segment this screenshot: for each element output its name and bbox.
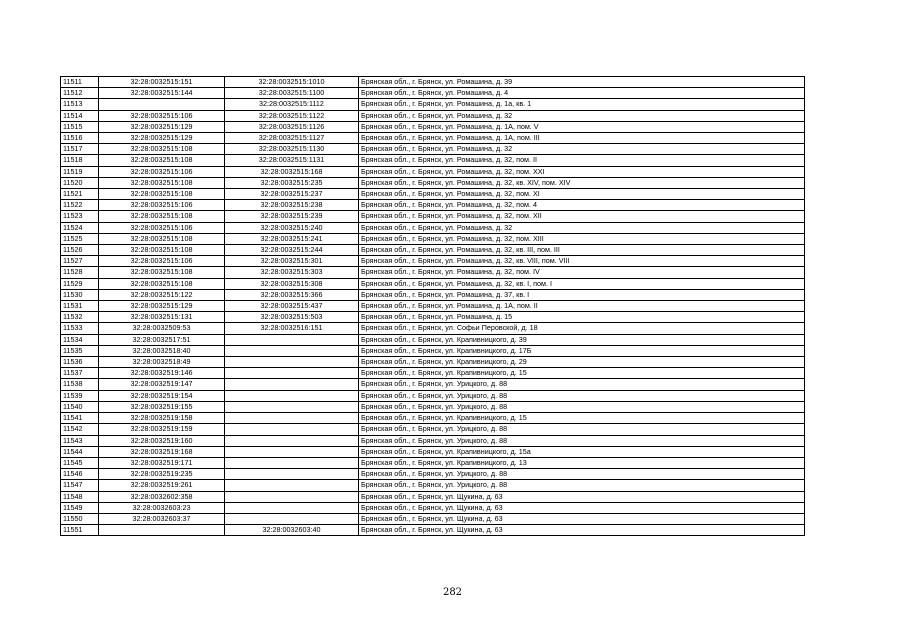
table-row (61, 368, 805, 379)
table-row (61, 166, 805, 177)
object-number-cell (225, 513, 359, 524)
table-row (61, 323, 805, 334)
address-cell: Брянская обл., г. Брянск, ул. Софьи Перовской, д. 18 (359, 323, 805, 334)
table-row (61, 155, 805, 166)
row-number-cell: 11530 (61, 289, 99, 300)
parcel-number-cell: 32:28:0032515:151 (99, 77, 225, 88)
table-row (61, 301, 805, 312)
row-number-cell: 11514 (61, 110, 99, 121)
address-cell: Брянская обл., г. Брянск, ул. Ромашина, д. 32, кв. III, пом. III (359, 245, 805, 256)
address-cell: Брянская обл., г. Брянск, ул. Крапивницкого, д. 15а (359, 446, 805, 457)
object-number-cell: 32:28:0032515:437 (225, 301, 359, 312)
address-cell: Брянская обл., г. Брянск, ул. Ромашина, д. 32, пом. XIII (359, 233, 805, 244)
row-number-cell: 11528 (61, 267, 99, 278)
address-cell: Брянская обл., г. Брянск, ул. Ромашина, д. 32 (359, 110, 805, 121)
page-number: 282 (442, 587, 463, 598)
table-row (61, 446, 805, 457)
address-cell: Брянская обл., г. Брянск, ул. Ромашина, д. 37, кв. I (359, 289, 805, 300)
address-cell: Брянская обл., г. Брянск, ул. Крапивницкого, д. 13 (359, 457, 805, 468)
object-number-cell: 32:28:0032515:503 (225, 312, 359, 323)
parcel-number-cell: 32:28:0032602:358 (99, 491, 225, 502)
row-number-cell: 11532 (61, 312, 99, 323)
row-number-cell: 11517 (61, 144, 99, 155)
parcel-number-cell: 32:28:0032515:108 (99, 267, 225, 278)
address-cell: Брянская обл., г. Брянск, ул. Крапивницкого, д. 17Б (359, 345, 805, 356)
parcel-number-cell: 32:28:0032515:106 (99, 166, 225, 177)
table-row (61, 513, 805, 524)
address-cell: Брянская обл., г. Брянск, ул. Щукина, д. 63 (359, 502, 805, 513)
table-row (61, 144, 805, 155)
object-number-cell: 32:28:0032516:151 (225, 323, 359, 334)
parcel-number-cell: 32:28:0032519:146 (99, 368, 225, 379)
object-number-cell: 32:28:0032515:244 (225, 245, 359, 256)
object-number-cell (225, 334, 359, 345)
parcel-number-cell: 32:28:0032515:106 (99, 110, 225, 121)
table-row (61, 312, 805, 323)
table-row (61, 121, 805, 132)
parcel-number-cell: 32:28:0032515:122 (99, 289, 225, 300)
address-cell: Брянская обл., г. Брянск, ул. Ромашина, д. 1А, пом. II (359, 301, 805, 312)
address-cell: Брянская обл., г. Брянск, ул. Урицкого, д. 88 (359, 469, 805, 480)
address-cell: Брянская обл., г. Брянск, ул. Урицкого, д. 88 (359, 435, 805, 446)
object-number-cell: 32:28:0032515:308 (225, 278, 359, 289)
row-number-cell: 11533 (61, 323, 99, 334)
object-number-cell (225, 390, 359, 401)
address-cell: Брянская обл., г. Брянск, ул. Ромашина, д. 39 (359, 77, 805, 88)
object-number-cell (225, 345, 359, 356)
parcel-number-cell: 32:28:0032515:129 (99, 121, 225, 132)
parcel-number-cell: 32:28:0032519:154 (99, 390, 225, 401)
parcel-number-cell: 32:28:0032509:53 (99, 323, 225, 334)
row-number-cell: 11546 (61, 469, 99, 480)
address-cell: Брянская обл., г. Брянск, ул. Ромашина, д. 32, пом. 4 (359, 200, 805, 211)
row-number-cell: 11541 (61, 413, 99, 424)
row-number-cell: 11527 (61, 256, 99, 267)
parcel-number-cell: 32:28:0032515:129 (99, 301, 225, 312)
object-number-cell (225, 491, 359, 502)
address-cell: Брянская обл., г. Брянск, ул. Урицкого, д. 88 (359, 480, 805, 491)
row-number-cell: 11520 (61, 177, 99, 188)
object-number-cell (225, 413, 359, 424)
address-cell: Брянская обл., г. Брянск, ул. Крапивницкого, д. 15 (359, 413, 805, 424)
parcel-number-cell: 32:28:0032519:147 (99, 379, 225, 390)
table-row (61, 390, 805, 401)
address-cell: Брянская обл., г. Брянск, ул. Крапивницкого, д. 39 (359, 334, 805, 345)
parcel-number-cell: 32:28:0032519:155 (99, 401, 225, 412)
address-cell: Брянская обл., г. Брянск, ул. Ромашина, д. 32, кв. I, пом. I (359, 278, 805, 289)
table-row (61, 491, 805, 502)
row-number-cell: 11513 (61, 99, 99, 110)
table-row (61, 245, 805, 256)
address-cell: Брянская обл., г. Брянск, ул. Урицкого, д. 88 (359, 390, 805, 401)
table-row (61, 189, 805, 200)
parcel-number-cell: 32:28:0032515:106 (99, 200, 225, 211)
address-cell: Брянская обл., г. Брянск, ул. Крапивницкого, д. 29 (359, 357, 805, 368)
table-row (61, 88, 805, 99)
registry-table-body (61, 77, 805, 536)
table-row (61, 222, 805, 233)
object-number-cell: 32:28:0032515:241 (225, 233, 359, 244)
table-row (61, 345, 805, 356)
row-number-cell: 11548 (61, 491, 99, 502)
address-cell: Брянская обл., г. Брянск, ул. Ромашина, д. 32, пом. IV (359, 267, 805, 278)
table-row (61, 77, 805, 88)
table-row (61, 334, 805, 345)
parcel-number-cell: 32:28:0032603:23 (99, 502, 225, 513)
parcel-number-cell: 32:28:0032515:106 (99, 222, 225, 233)
object-number-cell (225, 435, 359, 446)
row-number-cell: 11537 (61, 368, 99, 379)
object-number-cell: 32:28:0032515:235 (225, 177, 359, 188)
row-number-cell: 11549 (61, 502, 99, 513)
object-number-cell (225, 401, 359, 412)
object-number-cell (225, 502, 359, 513)
object-number-cell: 32:28:0032515:238 (225, 200, 359, 211)
parcel-number-cell: 32:28:0032519:159 (99, 424, 225, 435)
address-cell: Брянская обл., г. Брянск, ул. Ромашина, д. 1А, пом. III (359, 133, 805, 144)
row-number-cell: 11526 (61, 245, 99, 256)
object-number-cell: 32:28:0032603:40 (225, 525, 359, 536)
parcel-number-cell: 32:28:0032519:158 (99, 413, 225, 424)
table-row (61, 256, 805, 267)
address-cell: Брянская обл., г. Брянск, ул. Щукина, д. 63 (359, 525, 805, 536)
row-number-cell: 11545 (61, 457, 99, 468)
address-cell: Брянская обл., г. Брянск, ул. Урицкого, д. 88 (359, 379, 805, 390)
parcel-number-cell (99, 525, 225, 536)
table-row (61, 278, 805, 289)
address-cell: Брянская обл., г. Брянск, ул. Крапивницкого, д. 15 (359, 368, 805, 379)
table-row (61, 502, 805, 513)
row-number-cell: 11529 (61, 278, 99, 289)
row-number-cell: 11551 (61, 525, 99, 536)
row-number-cell: 11538 (61, 379, 99, 390)
object-number-cell: 32:28:0032515:1112 (225, 99, 359, 110)
parcel-number-cell: 32:28:0032515:108 (99, 233, 225, 244)
row-number-cell: 11540 (61, 401, 99, 412)
table-row (61, 267, 805, 278)
object-number-cell: 32:28:0032515:1122 (225, 110, 359, 121)
table-row (61, 457, 805, 468)
object-number-cell (225, 469, 359, 480)
table-row (61, 99, 805, 110)
row-number-cell: 11521 (61, 189, 99, 200)
parcel-number-cell: 32:28:0032517:51 (99, 334, 225, 345)
object-number-cell: 32:28:0032515:303 (225, 267, 359, 278)
address-cell: Брянская обл., г. Брянск, ул. Ромашина, д. 32, пом. XXI (359, 166, 805, 177)
parcel-number-cell: 32:28:0032519:160 (99, 435, 225, 446)
parcel-number-cell: 32:28:0032518:40 (99, 345, 225, 356)
object-number-cell (225, 368, 359, 379)
parcel-number-cell: 32:28:0032515:131 (99, 312, 225, 323)
object-number-cell: 32:28:0032515:168 (225, 166, 359, 177)
parcel-number-cell: 32:28:0032515:108 (99, 245, 225, 256)
parcel-number-cell: 32:28:0032518:49 (99, 357, 225, 368)
object-number-cell: 32:28:0032515:239 (225, 211, 359, 222)
table-row (61, 379, 805, 390)
parcel-number-cell: 32:28:0032515:108 (99, 211, 225, 222)
object-number-cell (225, 446, 359, 457)
table-row (61, 200, 805, 211)
row-number-cell: 11518 (61, 155, 99, 166)
object-number-cell (225, 357, 359, 368)
table-row (61, 233, 805, 244)
row-number-cell: 11535 (61, 345, 99, 356)
address-cell: Брянская обл., г. Брянск, ул. Ромашина, д. 32 (359, 144, 805, 155)
parcel-number-cell: 32:28:0032515:106 (99, 256, 225, 267)
table-row (61, 110, 805, 121)
address-cell: Брянская обл., г. Брянск, ул. Ромашина, д. 4 (359, 88, 805, 99)
address-cell: Брянская обл., г. Брянск, ул. Урицкого, д. 88 (359, 424, 805, 435)
address-cell: Брянская обл., г. Брянск, ул. Урицкого, д. 88 (359, 401, 805, 412)
parcel-number-cell: 32:28:0032603:37 (99, 513, 225, 524)
table-row (61, 469, 805, 480)
parcel-number-cell: 32:28:0032519:235 (99, 469, 225, 480)
row-number-cell: 11524 (61, 222, 99, 233)
row-number-cell: 11519 (61, 166, 99, 177)
address-cell: Брянская обл., г. Брянск, ул. Ромашина, д. 32, пом. XI (359, 189, 805, 200)
row-number-cell: 11516 (61, 133, 99, 144)
object-number-cell: 32:28:0032515:366 (225, 289, 359, 300)
parcel-number-cell: 32:28:0032515:108 (99, 189, 225, 200)
row-number-cell: 11515 (61, 121, 99, 132)
object-number-cell: 32:28:0032515:1126 (225, 121, 359, 132)
parcel-number-cell: 32:28:0032515:108 (99, 278, 225, 289)
parcel-number-cell: 32:28:0032515:144 (99, 88, 225, 99)
row-number-cell: 11523 (61, 211, 99, 222)
parcel-number-cell: 32:28:0032519:171 (99, 457, 225, 468)
row-number-cell: 11512 (61, 88, 99, 99)
table-row (61, 401, 805, 412)
row-number-cell: 11542 (61, 424, 99, 435)
address-cell: Брянская обл., г. Брянск, ул. Щукина, д. 63 (359, 491, 805, 502)
object-number-cell: 32:28:0032515:1130 (225, 144, 359, 155)
object-number-cell (225, 379, 359, 390)
object-number-cell: 32:28:0032515:1010 (225, 77, 359, 88)
table-row (61, 357, 805, 368)
table-row (61, 133, 805, 144)
address-cell: Брянская обл., г. Брянск, ул. Ромашина, д. 1А, пом. V (359, 121, 805, 132)
row-number-cell: 11544 (61, 446, 99, 457)
object-number-cell: 32:28:0032515:1100 (225, 88, 359, 99)
object-number-cell: 32:28:0032515:237 (225, 189, 359, 200)
object-number-cell (225, 480, 359, 491)
address-cell: Брянская обл., г. Брянск, ул. Ромашина, д. 32 (359, 222, 805, 233)
parcel-number-cell: 32:28:0032519:168 (99, 446, 225, 457)
row-number-cell: 11539 (61, 390, 99, 401)
address-cell: Брянская обл., г. Брянск, ул. Ромашина, д. 32, кв. VIII, пом. VIII (359, 256, 805, 267)
table-row (61, 435, 805, 446)
row-number-cell: 11547 (61, 480, 99, 491)
row-number-cell: 11511 (61, 77, 99, 88)
address-cell: Брянская обл., г. Брянск, ул. Ромашина, д. 32, пом. II (359, 155, 805, 166)
address-cell: Брянская обл., г. Брянск, ул. Щукина, д. 63 (359, 513, 805, 524)
parcel-number-cell: 32:28:0032515:108 (99, 144, 225, 155)
address-cell: Брянская обл., г. Брянск, ул. Ромашина, д. 15 (359, 312, 805, 323)
row-number-cell: 11550 (61, 513, 99, 524)
parcel-number-cell: 32:28:0032515:129 (99, 133, 225, 144)
parcel-number-cell: 32:28:0032515:108 (99, 177, 225, 188)
row-number-cell: 11543 (61, 435, 99, 446)
table-row (61, 289, 805, 300)
object-number-cell (225, 424, 359, 435)
address-cell: Брянская обл., г. Брянск, ул. Ромашина, д. 32, пом. XII (359, 211, 805, 222)
parcel-number-cell: 32:28:0032515:108 (99, 155, 225, 166)
object-number-cell: 32:28:0032515:240 (225, 222, 359, 233)
table-row (61, 177, 805, 188)
table-row (61, 211, 805, 222)
parcel-number-cell (99, 99, 225, 110)
row-number-cell: 11534 (61, 334, 99, 345)
address-cell: Брянская обл., г. Брянск, ул. Ромашина, д. 32, кв. XIV, пом. XIV (359, 177, 805, 188)
table-row (61, 525, 805, 536)
table-row (61, 413, 805, 424)
table-row (61, 424, 805, 435)
parcel-number-cell: 32:28:0032519:261 (99, 480, 225, 491)
object-number-cell: 32:28:0032515:301 (225, 256, 359, 267)
address-cell: Брянская обл., г. Брянск, ул. Ромашина, д. 1а, кв. 1 (359, 99, 805, 110)
object-number-cell: 32:28:0032515:1131 (225, 155, 359, 166)
object-number-cell: 32:28:0032515:1127 (225, 133, 359, 144)
registry-table (60, 76, 805, 536)
row-number-cell: 11536 (61, 357, 99, 368)
row-number-cell: 11525 (61, 233, 99, 244)
row-number-cell: 11531 (61, 301, 99, 312)
table-row (61, 480, 805, 491)
row-number-cell: 11522 (61, 200, 99, 211)
object-number-cell (225, 457, 359, 468)
